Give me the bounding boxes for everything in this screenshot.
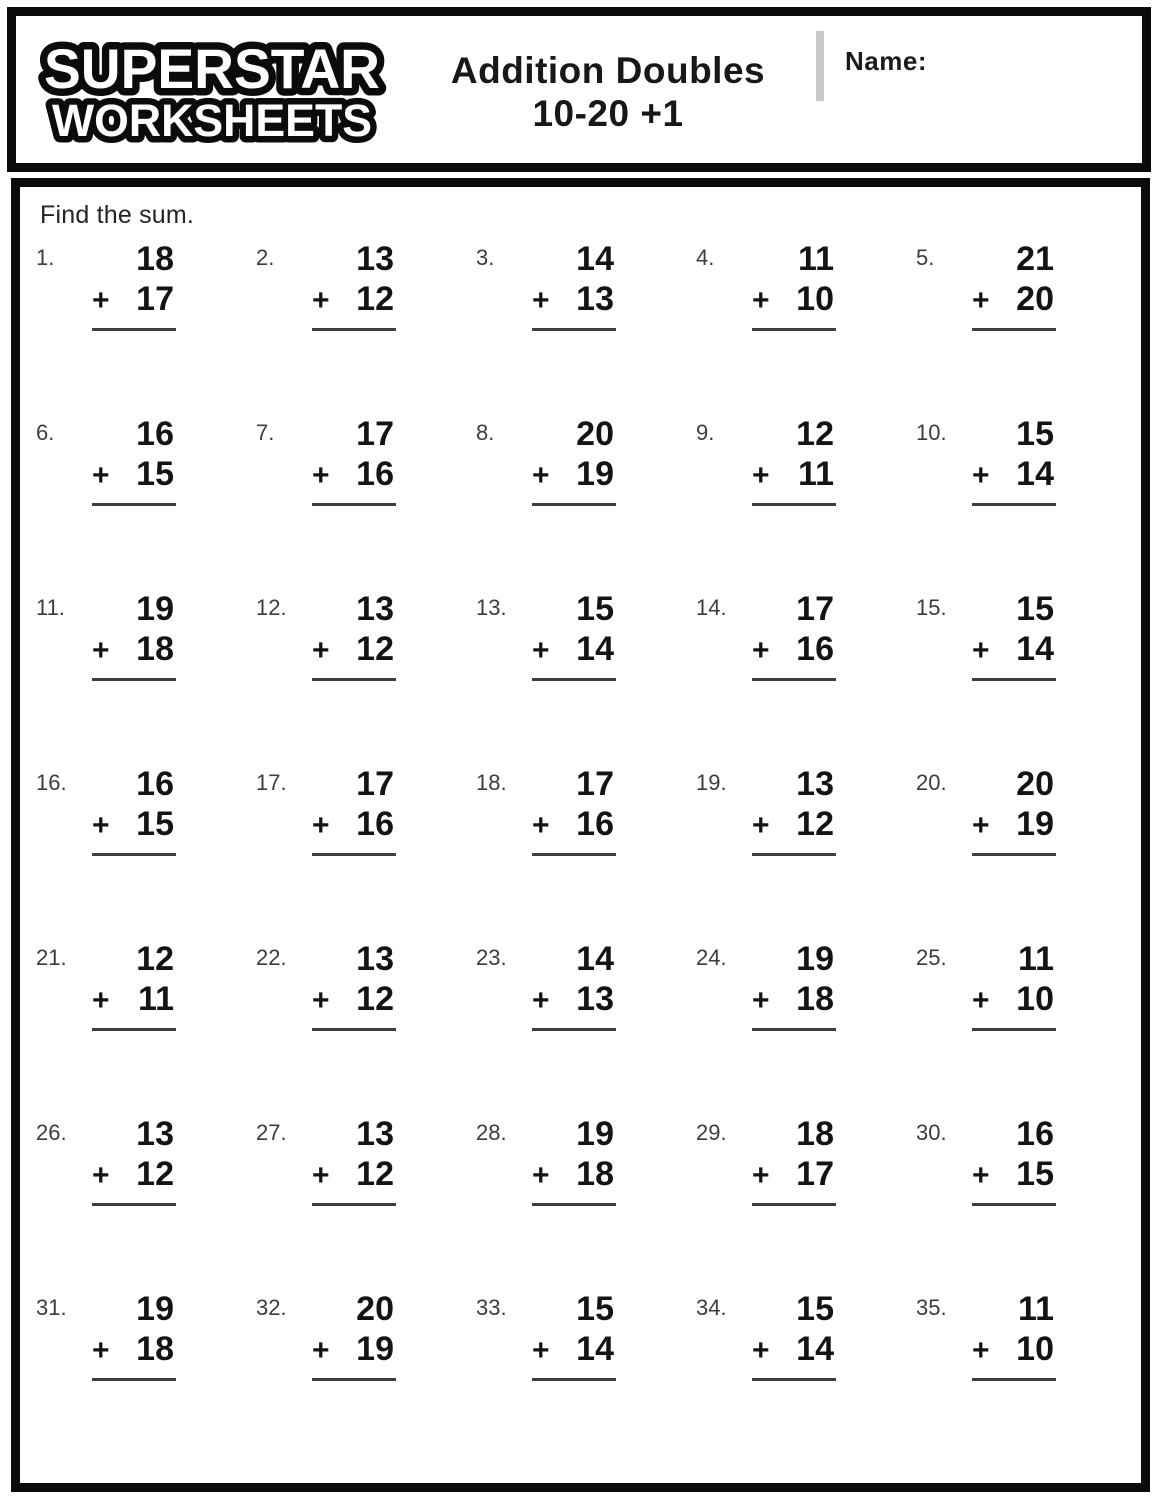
bottom-operand-row: [92, 1329, 176, 1369]
top-operand: 12: [136, 940, 174, 978]
problem-operands: [92, 1114, 176, 1206]
plus-sign: +: [92, 1159, 110, 1193]
bottom-operand-row: [92, 279, 176, 319]
bottom-operand: 12: [796, 805, 834, 844]
problem-operands: [312, 764, 396, 856]
bottom-operand: 11: [138, 980, 174, 1019]
addition-problem: [690, 935, 910, 1110]
addition-problem: [470, 235, 690, 410]
addition-problem: [690, 585, 910, 760]
addition-problem: [30, 935, 250, 1110]
bottom-operand-row: [752, 979, 836, 1019]
bottom-operand-row: [972, 279, 1056, 319]
problem-number: 20.: [916, 770, 947, 795]
bottom-operand: 17: [136, 280, 174, 319]
addition-problem: [690, 1110, 910, 1285]
problem-operands: [312, 589, 396, 681]
problem-number: 28.: [476, 1120, 507, 1145]
top-operand: 17: [796, 590, 834, 628]
plus-sign: +: [312, 284, 330, 318]
plus-sign: +: [532, 284, 550, 318]
problem-number: 18.: [476, 770, 507, 795]
bottom-operand: 16: [576, 805, 614, 844]
answer-line: [752, 1203, 836, 1206]
problem-operands: [972, 589, 1056, 681]
problem-operands: [532, 589, 616, 681]
answer-line: [312, 678, 396, 681]
problem-number: 22.: [256, 945, 287, 970]
problem-operands: [532, 1289, 616, 1381]
addition-problem: [30, 1110, 250, 1285]
answer-line: [92, 503, 176, 506]
addition-problem: [250, 410, 470, 585]
problem-operands: [92, 939, 176, 1031]
problem-number: 29.: [696, 1120, 727, 1145]
plus-sign: +: [312, 984, 330, 1018]
bottom-operand: 18: [136, 630, 174, 669]
top-operand: 13: [136, 1115, 174, 1153]
problem-number: 34.: [696, 1295, 727, 1320]
plus-sign: +: [972, 984, 990, 1018]
plus-sign: +: [972, 634, 990, 668]
problem-number: 25.: [916, 945, 947, 970]
bottom-operand-row: [92, 1154, 176, 1194]
bottom-operand: 20: [1016, 280, 1054, 319]
bottom-operand-row: [532, 629, 616, 669]
bottom-operand-row: [972, 629, 1056, 669]
bottom-operand: 18: [136, 1330, 174, 1369]
problem-number: 5.: [916, 245, 935, 270]
problem-number: 17.: [256, 770, 287, 795]
answer-line: [752, 503, 836, 506]
bottom-operand: 12: [356, 280, 394, 319]
plus-sign: +: [312, 809, 330, 843]
top-operand: 15: [1016, 590, 1054, 628]
bottom-operand-row: [532, 454, 616, 494]
addition-problem: [30, 235, 250, 410]
bottom-operand: 14: [1016, 455, 1054, 494]
answer-line: [92, 328, 176, 331]
bottom-operand-row: [312, 454, 396, 494]
plus-sign: +: [752, 634, 770, 668]
bottom-operand-row: [752, 454, 836, 494]
problem-number: 8.: [476, 420, 495, 445]
bottom-operand-row: [752, 804, 836, 844]
top-operand: 21: [1016, 240, 1054, 278]
top-operand: 20: [576, 415, 614, 453]
name-divider-bar: [816, 31, 824, 101]
plus-sign: +: [92, 459, 110, 493]
answer-line: [92, 678, 176, 681]
top-operand: 18: [136, 240, 174, 278]
plus-sign: +: [972, 809, 990, 843]
answer-line: [752, 1028, 836, 1031]
top-operand: 19: [136, 590, 174, 628]
problem-number: 15.: [916, 595, 947, 620]
bottom-operand: 16: [356, 455, 394, 494]
addition-problem: [910, 585, 1130, 760]
top-operand: 11: [1018, 940, 1054, 978]
problem-number: 14.: [696, 595, 727, 620]
top-operand: 11: [1018, 1290, 1054, 1328]
bottom-operand: 19: [576, 455, 614, 494]
plus-sign: +: [92, 1334, 110, 1368]
problem-number: 11.: [36, 595, 65, 620]
answer-line: [752, 678, 836, 681]
addition-problem: [470, 1110, 690, 1285]
problem-operands: [752, 1114, 836, 1206]
addition-problem: [910, 235, 1130, 410]
bottom-operand: 10: [1016, 1330, 1054, 1369]
addition-problem: [30, 760, 250, 935]
addition-problem: [910, 760, 1130, 935]
top-operand: 15: [1016, 415, 1054, 453]
addition-problem: [910, 410, 1130, 585]
top-operand: 19: [576, 1115, 614, 1153]
answer-line: [532, 1378, 616, 1381]
top-operand: 20: [356, 1290, 394, 1328]
bottom-operand: 12: [356, 630, 394, 669]
problem-operands: [532, 939, 616, 1031]
bottom-operand: 19: [356, 1330, 394, 1369]
bottom-operand: 15: [136, 805, 174, 844]
bottom-operand-row: [92, 629, 176, 669]
problem-operands: [752, 239, 836, 331]
bottom-operand: 10: [796, 280, 834, 319]
answer-line: [532, 503, 616, 506]
problem-operands: [312, 239, 396, 331]
answer-line: [972, 1378, 1056, 1381]
top-operand: 16: [136, 415, 174, 453]
problem-number: 31.: [36, 1295, 67, 1320]
problem-number: 7.: [256, 420, 275, 445]
answer-line: [972, 1028, 1056, 1031]
bottom-operand-row: [972, 1154, 1056, 1194]
bottom-operand: 18: [576, 1155, 614, 1194]
addition-problem: [470, 760, 690, 935]
top-operand: 11: [798, 240, 834, 278]
plus-sign: +: [312, 459, 330, 493]
addition-problem: [910, 1285, 1130, 1460]
problem-number: 13.: [476, 595, 507, 620]
bottom-operand-row: [92, 454, 176, 494]
problem-number: 30.: [916, 1120, 947, 1145]
plus-sign: +: [752, 1334, 770, 1368]
answer-line: [752, 328, 836, 331]
addition-problem: [910, 1110, 1130, 1285]
bottom-operand-row: [532, 279, 616, 319]
answer-line: [92, 1028, 176, 1031]
top-operand: 15: [576, 590, 614, 628]
bottom-operand-row: [972, 454, 1056, 494]
plus-sign: +: [92, 634, 110, 668]
top-operand: 16: [1016, 1115, 1054, 1153]
addition-problem: [690, 1285, 910, 1460]
problem-number: 21.: [36, 945, 67, 970]
problem-operands: [312, 939, 396, 1031]
bottom-operand-row: [312, 1154, 396, 1194]
addition-problem: [470, 410, 690, 585]
problem-operands: [532, 239, 616, 331]
bottom-operand-row: [532, 1154, 616, 1194]
bottom-operand-row: [532, 804, 616, 844]
problem-operands: [532, 414, 616, 506]
plus-sign: +: [972, 1159, 990, 1193]
bottom-operand-row: [92, 804, 176, 844]
plus-sign: +: [752, 1159, 770, 1193]
bottom-operand: 12: [356, 980, 394, 1019]
plus-sign: +: [972, 1334, 990, 1368]
bottom-operand-row: [972, 979, 1056, 1019]
answer-line: [972, 678, 1056, 681]
answer-line: [312, 328, 396, 331]
answer-line: [92, 853, 176, 856]
bottom-operand: 11: [798, 455, 834, 494]
problem-number: 4.: [696, 245, 715, 270]
superstar-worksheets-logo: [32, 28, 392, 156]
addition-problem: [690, 410, 910, 585]
plus-sign: +: [312, 634, 330, 668]
problem-number: 2.: [256, 245, 275, 270]
answer-line: [532, 1028, 616, 1031]
plus-sign: +: [752, 284, 770, 318]
bottom-operand-row: [312, 629, 396, 669]
plus-sign: +: [312, 1159, 330, 1193]
bottom-operand-row: [752, 1329, 836, 1369]
problem-operands: [972, 764, 1056, 856]
answer-line: [92, 1378, 176, 1381]
top-operand: 13: [356, 1115, 394, 1153]
plus-sign: +: [92, 284, 110, 318]
top-operand: 20: [1016, 765, 1054, 803]
problem-number: 16.: [36, 770, 67, 795]
addition-problem: [30, 1285, 250, 1460]
top-operand: 13: [356, 240, 394, 278]
bottom-operand: 14: [576, 630, 614, 669]
addition-problem: [250, 760, 470, 935]
plus-sign: +: [752, 459, 770, 493]
problem-operands: [92, 1289, 176, 1381]
worksheet-title: [408, 50, 808, 135]
addition-problem: [30, 410, 250, 585]
bottom-operand: 16: [356, 805, 394, 844]
problem-operands: [312, 1289, 396, 1381]
addition-problem: [470, 935, 690, 1110]
top-operand: 17: [356, 415, 394, 453]
addition-problem: [250, 235, 470, 410]
top-operand: 14: [576, 940, 614, 978]
problem-number: 10.: [916, 420, 947, 445]
addition-problem: [250, 935, 470, 1110]
plus-sign: +: [532, 1159, 550, 1193]
problem-operands: [972, 1114, 1056, 1206]
logo-line2: WORKSHEETS: [52, 95, 372, 146]
plus-sign: +: [532, 984, 550, 1018]
problem-number: 12.: [256, 595, 287, 620]
top-operand: 16: [136, 765, 174, 803]
addition-problem: [470, 585, 690, 760]
problem-number: 1.: [36, 245, 55, 270]
worksheet-body: [11, 178, 1150, 1492]
answer-line: [92, 1203, 176, 1206]
answer-line: [312, 1028, 396, 1031]
answer-line: [532, 328, 616, 331]
problem-number: 3.: [476, 245, 495, 270]
plus-sign: +: [532, 1334, 550, 1368]
answer-line: [972, 1203, 1056, 1206]
bottom-operand-row: [312, 1329, 396, 1369]
top-operand: 15: [576, 1290, 614, 1328]
problem-operands: [92, 414, 176, 506]
problem-operands: [312, 1114, 396, 1206]
addition-problem: [250, 1285, 470, 1460]
problem-number: 33.: [476, 1295, 507, 1320]
problem-number: 26.: [36, 1120, 67, 1145]
title-line1: Addition Doubles: [450, 50, 766, 91]
bottom-operand-row: [752, 1154, 836, 1194]
problem-operands: [752, 414, 836, 506]
top-operand: 18: [796, 1115, 834, 1153]
problem-operands: [752, 589, 836, 681]
bottom-operand: 15: [136, 455, 174, 494]
problem-number: 9.: [696, 420, 715, 445]
plus-sign: +: [532, 634, 550, 668]
plus-sign: +: [972, 459, 990, 493]
bottom-operand: 13: [576, 280, 614, 319]
bottom-operand-row: [752, 629, 836, 669]
problem-operands: [532, 764, 616, 856]
top-operand: 13: [796, 765, 834, 803]
problem-operands: [972, 1289, 1056, 1381]
addition-problem: [250, 1110, 470, 1285]
problem-operands: [92, 239, 176, 331]
problem-operands: [752, 764, 836, 856]
problem-number: 6.: [36, 420, 55, 445]
problem-operands: [972, 239, 1056, 331]
plus-sign: +: [92, 809, 110, 843]
answer-line: [752, 1378, 836, 1381]
top-operand: 14: [576, 240, 614, 278]
bottom-operand-row: [312, 279, 396, 319]
problem-number: 32.: [256, 1295, 287, 1320]
worksheet-header: [7, 7, 1151, 172]
bottom-operand: 19: [1016, 805, 1054, 844]
plus-sign: +: [752, 984, 770, 1018]
plus-sign: +: [752, 809, 770, 843]
bottom-operand: 14: [1016, 630, 1054, 669]
bottom-operand-row: [92, 979, 176, 1019]
problem-operands: [92, 764, 176, 856]
problem-number: 35.: [916, 1295, 947, 1320]
addition-problem: [690, 235, 910, 410]
addition-problem: [250, 585, 470, 760]
top-operand: 19: [796, 940, 834, 978]
top-operand: 13: [356, 590, 394, 628]
top-operand: 17: [576, 765, 614, 803]
bottom-operand: 17: [796, 1155, 834, 1194]
answer-line: [532, 853, 616, 856]
answer-line: [972, 503, 1056, 506]
problems-grid: [30, 235, 1141, 1460]
addition-problem: [470, 1285, 690, 1460]
top-operand: 17: [356, 765, 394, 803]
problem-operands: [532, 1114, 616, 1206]
answer-line: [752, 853, 836, 856]
bottom-operand: 18: [796, 980, 834, 1019]
logo-line1: SUPERSTAR: [44, 37, 380, 100]
bottom-operand-row: [312, 804, 396, 844]
bottom-operand: 12: [356, 1155, 394, 1194]
bottom-operand: 15: [1016, 1155, 1054, 1194]
problem-number: 24.: [696, 945, 727, 970]
bottom-operand: 14: [576, 1330, 614, 1369]
bottom-operand-row: [532, 1329, 616, 1369]
plus-sign: +: [92, 984, 110, 1018]
problem-operands: [752, 939, 836, 1031]
addition-problem: [910, 935, 1130, 1110]
answer-line: [532, 678, 616, 681]
bottom-operand-row: [752, 279, 836, 319]
answer-line: [312, 853, 396, 856]
bottom-operand: 14: [796, 1330, 834, 1369]
plus-sign: +: [972, 284, 990, 318]
bottom-operand: 13: [576, 980, 614, 1019]
problem-operands: [312, 414, 396, 506]
bottom-operand-row: [312, 979, 396, 1019]
problem-number: 23.: [476, 945, 507, 970]
plus-sign: +: [532, 459, 550, 493]
problem-operands: [972, 414, 1056, 506]
bottom-operand: 10: [1016, 980, 1054, 1019]
answer-line: [532, 1203, 616, 1206]
bottom-operand-row: [532, 979, 616, 1019]
plus-sign: +: [312, 1334, 330, 1368]
answer-line: [972, 328, 1056, 331]
name-label: Name:: [845, 46, 927, 76]
problem-number: 27.: [256, 1120, 287, 1145]
problem-operands: [972, 939, 1056, 1031]
top-operand: 13: [356, 940, 394, 978]
addition-problem: [30, 585, 250, 760]
bottom-operand: 16: [796, 630, 834, 669]
problem-operands: [92, 589, 176, 681]
bottom-operand-row: [972, 804, 1056, 844]
addition-problem: [690, 760, 910, 935]
plus-sign: +: [532, 809, 550, 843]
answer-line: [312, 1203, 396, 1206]
top-operand: 15: [796, 1290, 834, 1328]
problem-number: 19.: [696, 770, 727, 795]
problem-operands: [752, 1289, 836, 1381]
bottom-operand: 12: [136, 1155, 174, 1194]
top-operand: 19: [136, 1290, 174, 1328]
title-line2: 10-20 +1: [532, 92, 684, 134]
bottom-operand-row: [972, 1329, 1056, 1369]
top-operand: 12: [796, 415, 834, 453]
instruction-text: Find the sum.: [40, 201, 195, 229]
answer-line: [312, 503, 396, 506]
answer-line: [972, 853, 1056, 856]
answer-line: [312, 1378, 396, 1381]
